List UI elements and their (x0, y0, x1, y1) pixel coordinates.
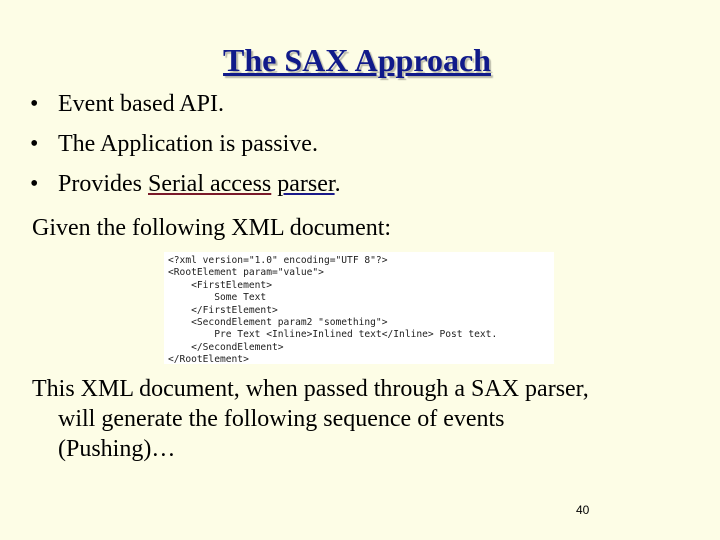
paragraph-line: will generate the following sequence of events (58, 406, 505, 432)
given-xml-caption: Given the following XML document: (32, 215, 392, 241)
code-line: </RootElement> (168, 354, 249, 364)
slide-title: The SAX Approach (223, 42, 491, 78)
code-line: <?xml version="1.0" encoding="UTF 8"?> (168, 255, 388, 266)
parser-link[interactable]: parser (277, 171, 335, 197)
bullet-item-event-api (30, 90, 710, 118)
code-line: <RootElement param="value"> (168, 267, 324, 279)
bullet-text: Event based API. (58, 91, 224, 117)
paragraph-line: This XML document, when passed through a SAX parser, (32, 376, 589, 402)
code-line: <SecondElement param2 "something"> (168, 316, 388, 328)
bullet-list (30, 90, 710, 210)
page-number: 40 (576, 503, 590, 517)
code-line: </SecondElement> (168, 341, 284, 353)
bullet-item-serial-access (30, 170, 710, 198)
bullet-text-period: . (334, 171, 341, 197)
bullet-text-prefix: Provides (58, 171, 148, 197)
bullet-item-passive (30, 130, 710, 158)
xml-code-image (164, 252, 554, 364)
bullet-text: The Application is passive. (58, 131, 318, 157)
serial-access-link[interactable]: Serial access (148, 171, 272, 197)
bullet-glyph: • (30, 171, 39, 197)
code-line: <FirstElement> (168, 279, 272, 291)
code-line: </FirstElement> (168, 304, 278, 316)
sax-events-paragraph (32, 374, 702, 464)
bullet-glyph: • (30, 91, 39, 117)
code-line: Pre Text <Inline>Inlined text</Inline> Post text. (168, 329, 498, 341)
paragraph-line: (Pushing)… (58, 436, 176, 462)
bullet-glyph: • (30, 131, 39, 157)
code-line: Some Text (168, 292, 267, 304)
